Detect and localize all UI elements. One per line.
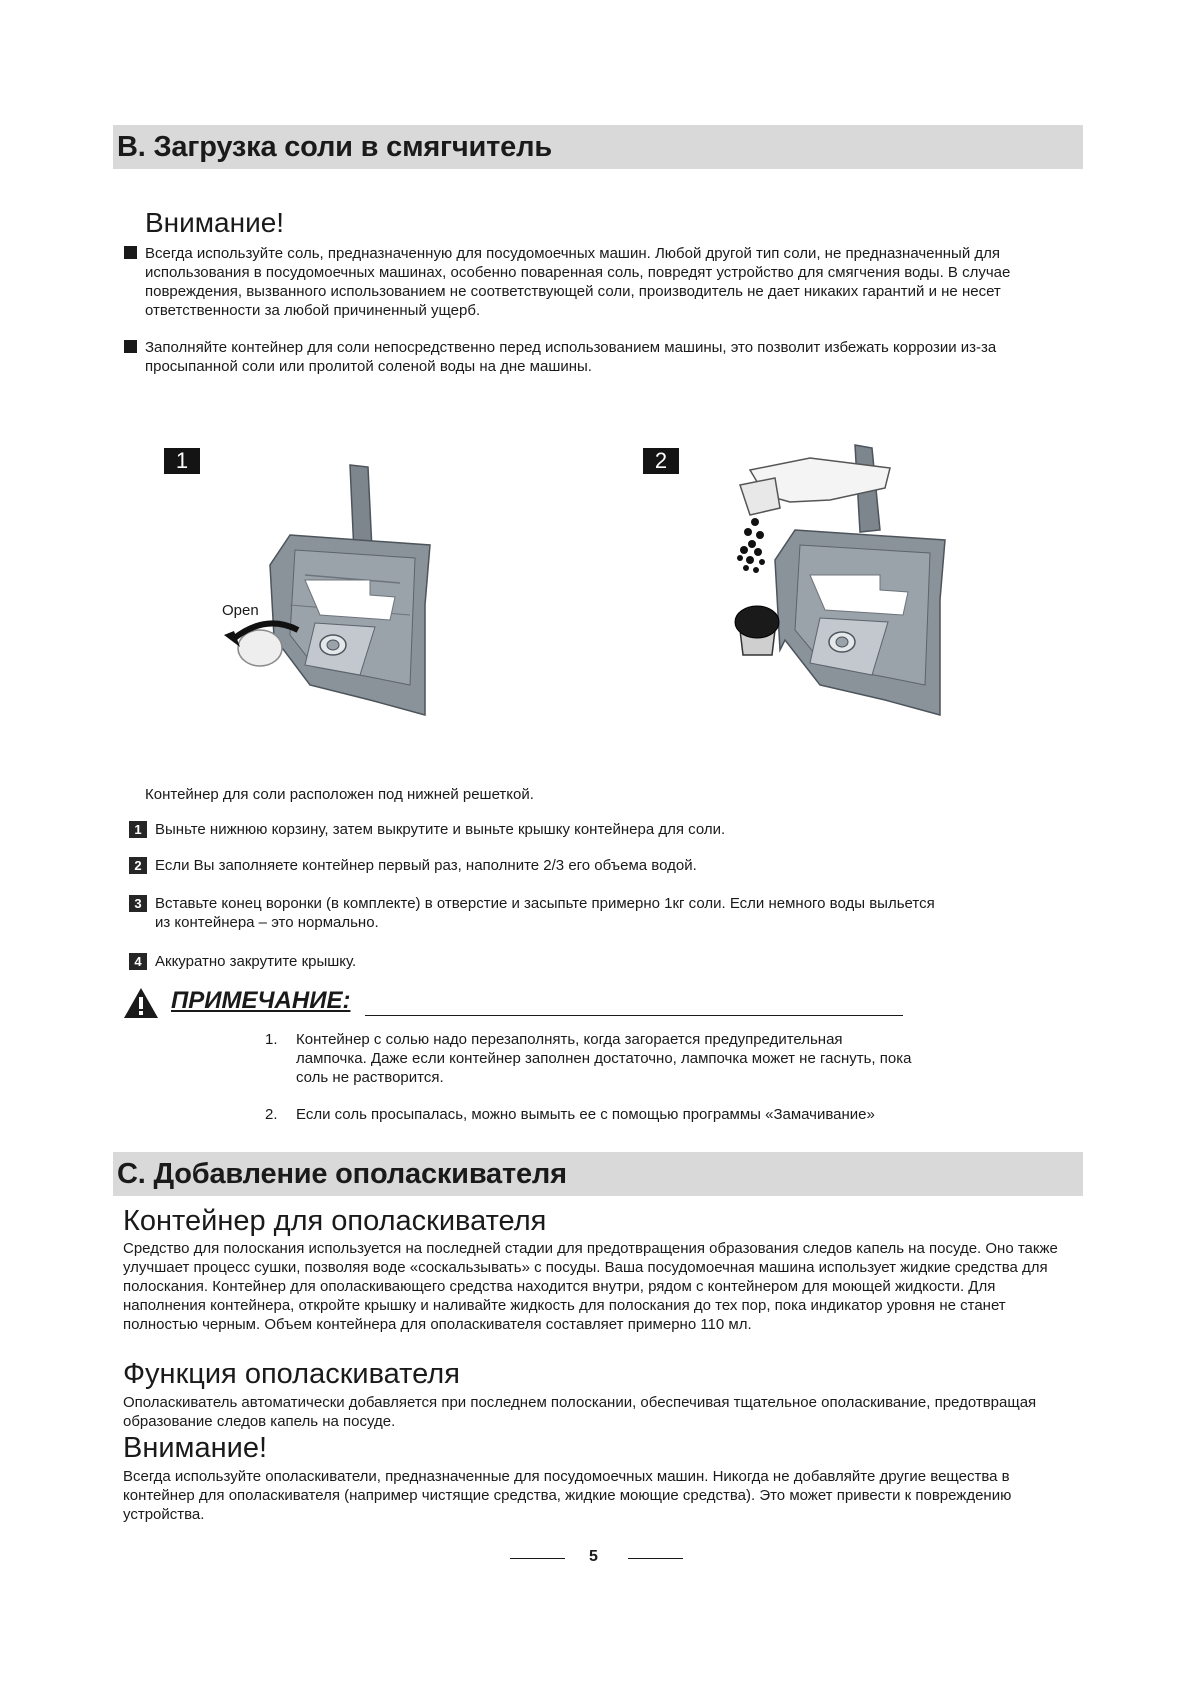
figure-2-number: 2 [643,448,679,474]
step-1-number: 1 [129,821,147,838]
rinse-container-text: Средство для полоскания используется на последней стадии для предотвращения образования следов капель на посуде. Оно также улучшает процесс сушки, позволяя воде «соскальзывать» с посуды. Ваша посудомоечная машина использует жидкие средства для полоскания. Контейнер для ополаскивающего средства находится внутри, рядом с контейнером для моющей жидкости. Для наполнения контейнера, откройте крышку и наливайте жидкость для полоскания до тех пор, пока индикатор уровня не станет полностью черным. Объем контейнера для ополаскивателя составляет примерно 110 мл. [123,1240,1058,1333]
note-underline [365,1015,903,1016]
footer-rule-right [628,1558,683,1559]
salt-container-fill-illustration [720,440,970,730]
section-c-header [113,1152,1083,1196]
note-title: ПРИМЕЧАНИЕ: [171,987,351,1014]
step-3-number: 3 [129,895,147,912]
step-2-number: 2 [129,857,147,874]
rinse-warning-text: Всегда используйте ополаскиватели, предназначенные для посудомоечных машин. Никогда не добавляйте другие вещества в контейнер для ополаскивателя (например чистящие средства, жидкие моющие средства). Это может привести к повреждению устройства. [123,1468,1012,1523]
bullet-square-icon [124,340,137,353]
step-3-text: Вставьте конец воронки (в комплекте) в отверстие и засыпьте примерно 1кг соли. Если немного воды выльется из контейнера – это нормально. [155,895,935,931]
step-4-text: Аккуратно закрутите крышку. [155,953,357,970]
open-label: Open [222,602,259,619]
footer-rule-left [510,1558,565,1559]
bullet-square-icon [124,246,137,259]
section-b-title: B. Загрузка соли в смягчитель [117,131,552,163]
step-1-text: Выньте нижнюю корзину, затем выкрутите и выньте крышку контейнера для соли. [155,821,726,838]
container-location-text: Контейнер для соли расположен под нижней решеткой. [145,786,534,803]
figure-1-number: 1 [164,448,200,474]
warning-heading: Внимание! [145,207,285,238]
page-number: 5 [589,1548,598,1565]
rinse-function-heading: Функция ополаскивателя [123,1358,460,1390]
note-item-1-text: Контейнер с солью надо перезаполнять, когда загорается предупредительная лампочка. Даже если контейнер заполнен достаточно, лампочка может не гаснуть, пока соль не растворится. [296,1031,912,1086]
note-item-1-number: 1. [265,1031,278,1048]
warning-triangle-icon [122,986,160,1020]
warning-bullet-1: Всегда используйте соль, предназначенную для посудомоечных машин. Любой другой тип соли, не предназначенный для использования в посудомоечных машинах, особенно поваренная соль, повредят устройство для смягчения воды. В случае повреждения, вызванного использованием не соответствующей соли, производитель не дает никаких гарантий и не несет ответственности за любой причиненный ущерб. [145,245,1011,319]
salt-container-open-illustration [220,455,460,725]
note-item-2-number: 2. [265,1106,278,1123]
step-4-number: 4 [129,953,147,970]
rinse-container-heading: Контейнер для ополаскивателя [123,1205,547,1237]
step-2-text: Если Вы заполняете контейнер первый раз, наполните 2/3 его объема водой. [155,857,697,874]
note-item-2-text: Если соль просыпалась, можно вымыть ее с помощью программы «Замачивание» [296,1106,875,1123]
section-c-title: C. Добавление ополаскивателя [117,1158,567,1190]
section-b-header [113,125,1083,169]
rinse-warning-heading: Внимание! [123,1432,268,1464]
rinse-function-text: Ополаскиватель автоматически добавляется при последнем полоскании, обеспечивая тщательное ополаскивание, предотвращая образование следов капель на посуде. [123,1394,1037,1430]
warning-bullet-2: Заполняйте контейнер для соли непосредственно перед использованием машины, это позволит избежать коррозии из-за просыпанной соли или пролитой соленой воды на дне машины. [145,339,997,375]
